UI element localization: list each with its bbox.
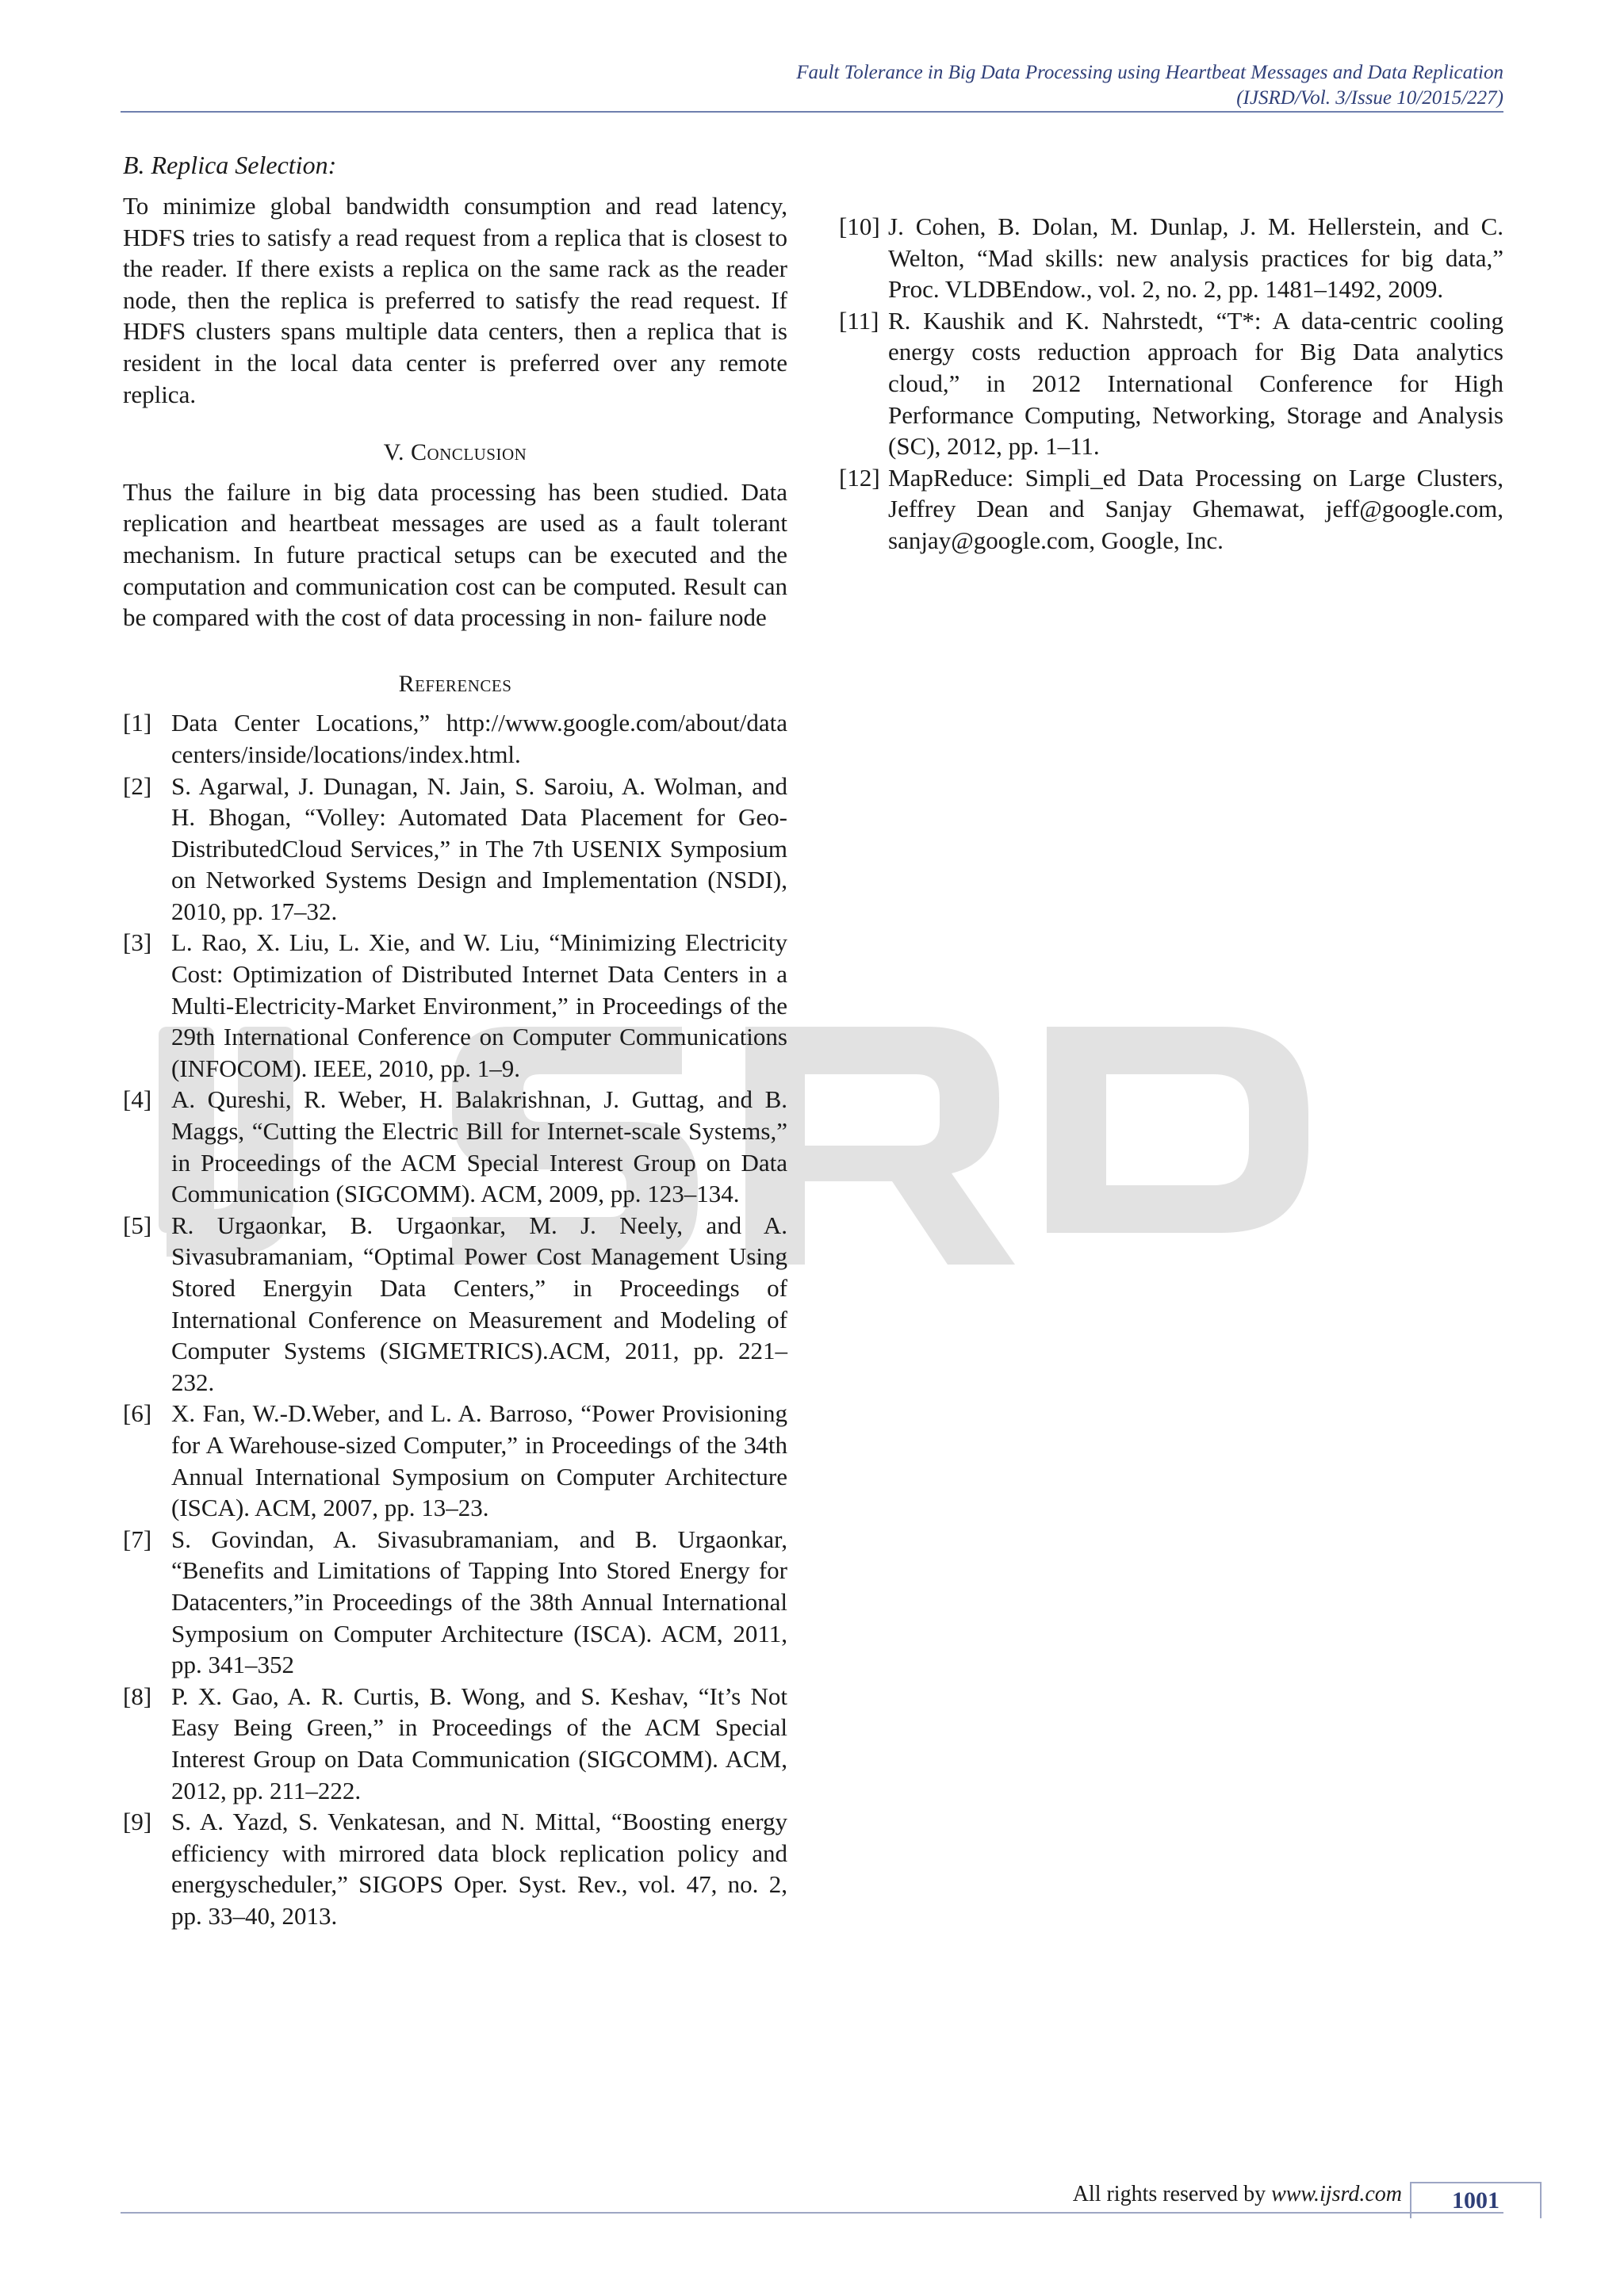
reference-number: [12] <box>839 463 880 492</box>
reference-text: J. Cohen, B. Dolan, M. Dunlap, J. M. Hellerstein, and C. Welton, “Mad skills: new analysis practices for big data,” Proc. VLDBEndow., vol. 2, no. 2, pp. 1481–1492, 2009. <box>888 212 1503 304</box>
running-header <box>796 60 1503 111</box>
reference-item <box>123 1524 787 1681</box>
reference-text: MapReduce: Simpli_ed Data Processing on Large Clusters, Jeffrey Dean and Sanjay Ghemawat, jeff@google.com, sanjay@google.com, Google, Inc. <box>888 463 1503 554</box>
reference-item <box>123 771 787 928</box>
reference-number: [1] <box>123 709 152 737</box>
header-title: Fault Tolerance in Big Data Processing using Heartbeat Messages and Data Replication <box>796 62 1503 83</box>
reference-number: [4] <box>123 1085 152 1114</box>
reference-text: S. Agarwal, J. Dunagan, N. Jain, S. Saroiu, A. Wolman, and H. Bhogan, “Volley: Automated Data Placement for Geo-DistributedCloud Services,” in The 7th USENIX Symposium on Networked Systems Design and Implementation (NSDI), 2010, pp. 17–32. <box>171 771 787 925</box>
reference-number: [6] <box>123 1399 152 1428</box>
header-journal: (IJSRD/Vol. 3/Issue 10/2015/227) <box>1236 87 1503 109</box>
footer-rights-prefix: All rights reserved by <box>1072 2182 1272 2206</box>
footer-rights <box>1073 2182 1402 2207</box>
reference-item <box>839 305 1503 462</box>
reference-item <box>123 707 787 770</box>
reference-number: [9] <box>123 1808 152 1836</box>
reference-item <box>123 1806 787 1931</box>
reference-item <box>123 927 787 1084</box>
reference-item <box>123 1398 787 1523</box>
reference-item <box>123 1681 787 1806</box>
reference-number: [3] <box>123 928 152 957</box>
reference-number: [10] <box>839 212 880 240</box>
reference-number: [11] <box>839 306 879 335</box>
footer-site-link[interactable]: www.ijsrd.com <box>1271 2182 1402 2206</box>
replica-selection-paragraph: To minimize global bandwidth consumption and read latency, HDFS tries to satisfy a read request from a replica that is closest to the reader. If there exists a replica on the same rack as the reader node, then the replica is preferred to satisfy the read request. If HDFS clusters spans multiple data centers, then a replica that is resident in the local data center is preferred over any remote replica. <box>123 192 787 408</box>
reference-item <box>123 1210 787 1399</box>
header-rule <box>121 111 1503 113</box>
conclusion-heading: V. Conclusion <box>383 439 527 466</box>
reference-number: [5] <box>123 1211 152 1239</box>
footer-rule <box>121 2212 1503 2214</box>
reference-number: [7] <box>123 1525 152 1553</box>
references-heading: References <box>398 670 512 697</box>
left-column <box>123 149 787 1931</box>
reference-text: X. Fan, W.-D.Weber, and L. A. Barroso, “Power Provisioning for A Warehouse-sized Computer,” in Proceedings of the 34th Annual International Symposium on Computer Architecture (ISCA). ACM, 2007, pp. 13–23. <box>171 1399 787 1522</box>
conclusion-paragraph: Thus the failure in big data processing has been studied. Data replication and heartbeat messages are used as a fault tolerant mechanism. In future practical setups can be executed and the computation and communication cost can be computed. Result can be compared with the cost of data processing in non- failure node <box>123 477 787 632</box>
right-column <box>839 211 1503 557</box>
reference-text: P. X. Gao, A. R. Curtis, B. Wong, and S. Keshav, “It’s Not Easy Being Green,” in Proceedings of the ACM Special Interest Group on Data Communication (SIGCOMM). ACM, 2012, pp. 211–222. <box>171 1682 787 1804</box>
reference-text: S. Govindan, A. Sivasubramaniam, and B. Urgaonkar, “Benefits and Limitations of Tapping Into Stored Energy for Datacenters,”in Proceedings of the 38th Annual International Symposium on Computer Architecture (ISCA). ACM, 2011, pp. 341–352 <box>171 1525 787 1679</box>
reference-text: S. A. Yazd, S. Venkatesan, and N. Mittal, “Boosting energy efficiency with mirrored data block replication policy and energyscheduler,” SIGOPS Oper. Syst. Rev., vol. 47, no. 2, pp. 33–40, 2013. <box>171 1808 787 1930</box>
reference-text: A. Qureshi, R. Weber, H. Balakrishnan, J. Guttag, and B. Maggs, “Cutting the Electric Bill for Internet-scale Systems,” in Proceedings of the ACM Special Interest Group on Data Communication (SIGCOMM). ACM, 2009, pp. 123–134. <box>171 1085 787 1208</box>
reference-text: R. Urgaonkar, B. Urgaonkar, M. J. Neely, and A. Sivasubramaniam, “Optimal Power Cost Management Using Stored Energyin Data Centers,” in Proceedings of International Conference on Measurement and Modeling of Computer Systems (SIGMETRICS).ACM, 2011, pp. 221–232. <box>171 1211 787 1396</box>
reference-text: R. Kaushik and K. Nahrstedt, “T*: A data-centric cooling energy costs reduction approach for Big Data analytics cloud,” in 2012 International Conference for High Performance Computing, Networking, Storage and Analysis (SC), 2012, pp. 1–11. <box>888 306 1503 461</box>
reference-text: Data Center Locations,” http://www.google.com/about/data centers/inside/locations/index.html. <box>171 709 787 768</box>
subsection-title: B. Replica Selection: <box>123 151 337 179</box>
reference-number: [2] <box>123 771 152 800</box>
reference-text: L. Rao, X. Liu, L. Xie, and W. Liu, “Minimizing Electricity Cost: Optimization of Distributed Internet Data Centers in a Multi-Electricity-Market Environment,” in Proceedings of the 29th International Conference on Computer Communications (INFOCOM). IEEE, 2010, pp. 1–9. <box>171 928 787 1082</box>
reference-item <box>839 462 1503 557</box>
reference-item <box>839 211 1503 305</box>
reference-number: [8] <box>123 1682 152 1710</box>
page-number: 1001 <box>1410 2182 1542 2218</box>
reference-item <box>123 1084 787 1209</box>
